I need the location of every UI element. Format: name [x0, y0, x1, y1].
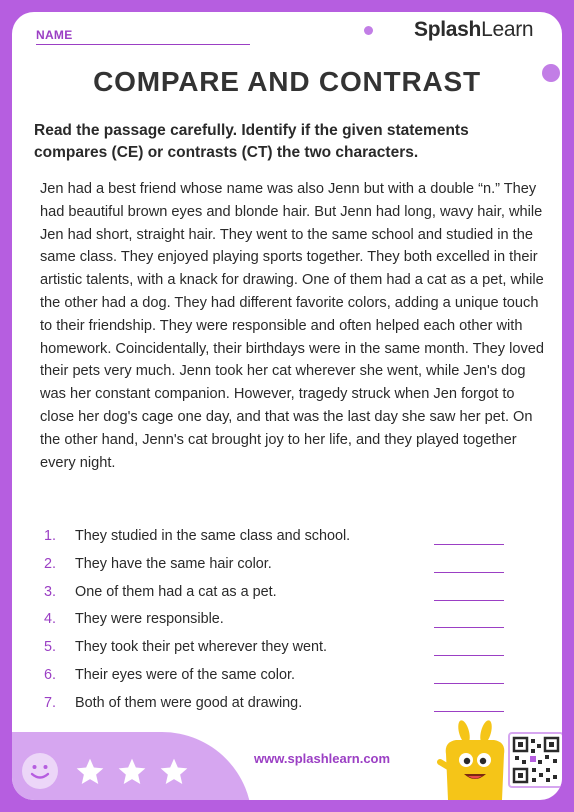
question-item: [40, 635, 530, 663]
answer-blank[interactable]: [434, 572, 504, 573]
question-text: They were responsible.: [75, 611, 224, 628]
question-text: Both of them were good at drawing.: [75, 694, 303, 711]
worksheet-page: [12, 12, 562, 800]
question-text: Their eyes were of the same color.: [75, 666, 295, 683]
question-text: They took their pet wherever they went.: [75, 639, 327, 656]
logo-bold: Splash: [414, 18, 482, 41]
question-item: [40, 607, 530, 635]
name-label: NAME: [36, 28, 73, 42]
question-number: 6.: [44, 666, 57, 683]
mascot-icon: [434, 718, 516, 800]
answer-blank[interactable]: [434, 711, 504, 712]
question-item: [40, 663, 530, 691]
star-icon: [158, 756, 190, 788]
question-text: They studied in the same class and school.: [75, 528, 351, 544]
answer-blank[interactable]: [434, 627, 504, 628]
question-number: 7.: [44, 694, 57, 711]
answer-blank[interactable]: [434, 544, 504, 545]
question-number: 1.: [44, 528, 57, 544]
instructions: Read the passage carefully. Identify if the given statements compares (CE) or contrasts (CT) the two characters.: [34, 122, 469, 161]
passage-text: Jen had a best friend whose name was also Jenn but with a double “n.” They had beautiful brown eyes and blonde hair. But Jenn had long, wavy hair, while Jen had short, straight hair. They went to the same school and studied in the same class. They enjoyed playing sports together. They both excelled in their artistic talents, with a knack for drawing. One of them had a cat as a pet, while the other had a dog. They had different favorite colors, adding a unique touch to their friendship. They were responsible and often helped each other with homework. Coincidentally, their birthdays were in the same month. They loved their pets very much. Jenn took her cat wherever she went, while Jen's dog was her constant companion. However, tragedy struck when Jen forgot to close her dog's cage one day, and that was the last day she saw her pet. On the other hand, Jenn's cat brought joy to her life, and they played together every night.: [40, 181, 544, 471]
question-number: 3.: [44, 583, 57, 600]
decor-dot: [364, 26, 373, 35]
page-title: COMPARE AND CONTRAST: [93, 66, 481, 97]
answer-blank[interactable]: [434, 683, 504, 684]
star-icon: [74, 756, 106, 788]
star-icon: [116, 756, 148, 788]
question-number: 4.: [44, 611, 57, 628]
question-item: [40, 580, 530, 608]
question-item: [40, 552, 530, 580]
question-text: They have the same hair color.: [75, 555, 272, 572]
question-list: [40, 524, 530, 719]
footer-url[interactable]: www.splashlearn.com: [254, 751, 391, 766]
answer-blank[interactable]: [434, 600, 504, 601]
name-field-line[interactable]: [36, 44, 250, 45]
question-item: [40, 524, 530, 552]
question-text: One of them had a cat as a pet.: [75, 583, 277, 600]
answer-blank[interactable]: [434, 655, 504, 656]
question-number: 2.: [44, 555, 57, 572]
qr-code: [508, 732, 562, 788]
smiley-icon: [22, 753, 58, 789]
logo-thin: Learn: [481, 18, 534, 41]
question-number: 5.: [44, 639, 57, 656]
splashlearn-logo: [414, 18, 533, 42]
question-item: [40, 691, 530, 719]
